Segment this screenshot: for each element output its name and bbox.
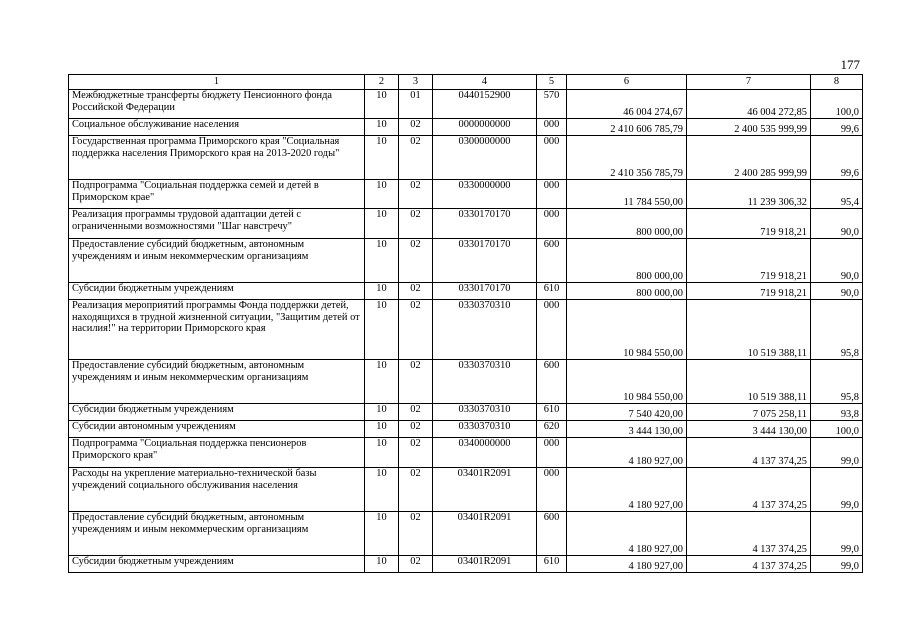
table-row — [69, 360, 863, 404]
planned-amount-cell: 2 410 356 785,79 — [567, 136, 687, 180]
expense-type-cell: 600 — [537, 239, 567, 283]
percent-cell: 100,0 — [811, 421, 863, 438]
section-cell: 10 — [365, 360, 399, 404]
row-name-cell: Субсидии автономным учреждениям — [69, 421, 365, 438]
row-name-cell: Субсидии бюджетным учреждениям — [69, 283, 365, 300]
target-code-cell: 03401R2091 — [433, 512, 537, 556]
section-cell: 10 — [365, 283, 399, 300]
expense-type-cell: 000 — [537, 468, 567, 512]
planned-amount-cell: 7 540 420,00 — [567, 404, 687, 421]
expense-type-cell: 000 — [537, 136, 567, 180]
row-name-cell: Предоставление субсидий бюджетным, автономным учреждениям и иным некоммерческим организациям — [69, 360, 365, 404]
planned-amount-cell: 4 180 927,00 — [567, 512, 687, 556]
section-cell: 10 — [365, 438, 399, 468]
actual-amount-cell: 4 137 374,25 — [687, 468, 811, 512]
budget-table — [68, 74, 863, 573]
expense-type-cell: 610 — [537, 283, 567, 300]
planned-amount-cell: 800 000,00 — [567, 283, 687, 300]
section-cell: 10 — [365, 512, 399, 556]
subsection-cell: 02 — [399, 136, 433, 180]
actual-amount-cell: 719 918,21 — [687, 209, 811, 239]
percent-cell: 90,0 — [811, 239, 863, 283]
target-code-cell: 0330370310 — [433, 360, 537, 404]
column-header: 1 — [69, 75, 365, 90]
section-cell: 10 — [365, 119, 399, 136]
page-number: 177 — [840, 57, 860, 72]
section-cell: 10 — [365, 180, 399, 209]
subsection-cell: 02 — [399, 468, 433, 512]
subsection-cell: 02 — [399, 283, 433, 300]
expense-type-cell: 570 — [537, 90, 567, 119]
actual-amount-cell: 719 918,21 — [687, 239, 811, 283]
table-row — [69, 209, 863, 239]
target-code-cell: 0330170170 — [433, 209, 537, 239]
expense-type-cell: 610 — [537, 556, 567, 573]
column-header: 5 — [537, 75, 567, 90]
target-code-cell: 0330370310 — [433, 421, 537, 438]
target-code-cell: 0340000000 — [433, 438, 537, 468]
planned-amount-cell: 4 180 927,00 — [567, 438, 687, 468]
column-header: 2 — [365, 75, 399, 90]
section-cell: 10 — [365, 239, 399, 283]
planned-amount-cell: 46 004 274,67 — [567, 90, 687, 119]
row-name-cell: Субсидии бюджетным учреждениям — [69, 556, 365, 573]
row-name-cell: Межбюджетные трансферты бюджету Пенсионного фонда Российской Федерации — [69, 90, 365, 119]
section-cell: 10 — [365, 404, 399, 421]
expense-type-cell: 600 — [537, 512, 567, 556]
subsection-cell: 02 — [399, 421, 433, 438]
target-code-cell: 0440152900 — [433, 90, 537, 119]
percent-cell: 95,4 — [811, 180, 863, 209]
subsection-cell: 02 — [399, 556, 433, 573]
table-row — [69, 90, 863, 119]
subsection-cell: 02 — [399, 300, 433, 360]
actual-amount-cell: 2 400 285 999,99 — [687, 136, 811, 180]
table-row — [69, 512, 863, 556]
percent-cell: 95,8 — [811, 300, 863, 360]
percent-cell: 99,0 — [811, 438, 863, 468]
percent-cell: 100,0 — [811, 90, 863, 119]
target-code-cell: 03401R2091 — [433, 556, 537, 573]
row-name-cell: Предоставление субсидий бюджетным, автономным учреждениям и иным некоммерческим организациям — [69, 239, 365, 283]
row-name-cell: Реализация мероприятий программы Фонда поддержки детей, находящихся в трудной жизненной ситуации, "Защитим детей от насилия!" на территории Приморского края — [69, 300, 365, 360]
actual-amount-cell: 4 137 374,25 — [687, 556, 811, 573]
target-code-cell: 0330370310 — [433, 404, 537, 421]
row-name-cell: Предоставление субсидий бюджетным, автономным учреждениям и иным некоммерческим организациям — [69, 512, 365, 556]
percent-cell: 99,6 — [811, 136, 863, 180]
expense-type-cell: 000 — [537, 180, 567, 209]
actual-amount-cell: 3 444 130,00 — [687, 421, 811, 438]
planned-amount-cell: 11 784 550,00 — [567, 180, 687, 209]
target-code-cell: 0330170170 — [433, 283, 537, 300]
row-name-cell: Государственная программа Приморского края "Социальная поддержка населения Приморского края на 2013-2020 годы" — [69, 136, 365, 180]
actual-amount-cell: 4 137 374,25 — [687, 512, 811, 556]
percent-cell: 99,0 — [811, 512, 863, 556]
target-code-cell: 03401R2091 — [433, 468, 537, 512]
header-row — [69, 75, 863, 90]
section-cell: 10 — [365, 300, 399, 360]
actual-amount-cell: 46 004 272,85 — [687, 90, 811, 119]
subsection-cell: 02 — [399, 512, 433, 556]
section-cell: 10 — [365, 556, 399, 573]
table-row — [69, 404, 863, 421]
subsection-cell: 02 — [399, 119, 433, 136]
subsection-cell: 02 — [399, 438, 433, 468]
actual-amount-cell: 4 137 374,25 — [687, 438, 811, 468]
percent-cell: 99,6 — [811, 119, 863, 136]
row-name-cell: Расходы на укрепление материально-технической базы учреждений социального обслуживания населения — [69, 468, 365, 512]
planned-amount-cell: 2 410 606 785,79 — [567, 119, 687, 136]
percent-cell: 90,0 — [811, 283, 863, 300]
column-header: 6 — [567, 75, 687, 90]
row-name-cell: Социальное обслуживание населения — [69, 119, 365, 136]
column-header: 7 — [687, 75, 811, 90]
percent-cell: 95,8 — [811, 360, 863, 404]
table-row — [69, 283, 863, 300]
section-cell: 10 — [365, 209, 399, 239]
target-code-cell: 0330170170 — [433, 239, 537, 283]
percent-cell: 90,0 — [811, 209, 863, 239]
percent-cell: 93,8 — [811, 404, 863, 421]
actual-amount-cell: 7 075 258,11 — [687, 404, 811, 421]
expense-type-cell: 000 — [537, 119, 567, 136]
planned-amount-cell: 3 444 130,00 — [567, 421, 687, 438]
planned-amount-cell: 4 180 927,00 — [567, 468, 687, 512]
table-row — [69, 556, 863, 573]
target-code-cell: 0330370310 — [433, 300, 537, 360]
subsection-cell: 02 — [399, 404, 433, 421]
target-code-cell: 0300000000 — [433, 136, 537, 180]
percent-cell: 99,0 — [811, 468, 863, 512]
row-name-cell: Подпрограмма "Социальная поддержка семей и детей в Приморском крае" — [69, 180, 365, 209]
section-cell: 10 — [365, 421, 399, 438]
actual-amount-cell: 10 519 388,11 — [687, 360, 811, 404]
table-row — [69, 438, 863, 468]
table-row — [69, 468, 863, 512]
subsection-cell: 02 — [399, 360, 433, 404]
section-cell: 10 — [365, 90, 399, 119]
planned-amount-cell: 800 000,00 — [567, 209, 687, 239]
planned-amount-cell: 4 180 927,00 — [567, 556, 687, 573]
table-row — [69, 421, 863, 438]
table-row — [69, 239, 863, 283]
actual-amount-cell: 2 400 535 999,99 — [687, 119, 811, 136]
column-header: 3 — [399, 75, 433, 90]
planned-amount-cell: 10 984 550,00 — [567, 360, 687, 404]
table-row — [69, 119, 863, 136]
subsection-cell: 02 — [399, 209, 433, 239]
row-name-cell: Реализация программы трудовой адаптации детей с ограниченными возможностями "Шаг навстречу" — [69, 209, 365, 239]
expense-type-cell: 600 — [537, 360, 567, 404]
table-row — [69, 180, 863, 209]
actual-amount-cell: 10 519 388,11 — [687, 300, 811, 360]
subsection-cell: 02 — [399, 180, 433, 209]
planned-amount-cell: 800 000,00 — [567, 239, 687, 283]
subsection-cell: 01 — [399, 90, 433, 119]
column-header: 8 — [811, 75, 863, 90]
section-cell: 10 — [365, 136, 399, 180]
expense-type-cell: 000 — [537, 209, 567, 239]
subsection-cell: 02 — [399, 239, 433, 283]
target-code-cell: 0000000000 — [433, 119, 537, 136]
table-row — [69, 300, 863, 360]
target-code-cell: 0330000000 — [433, 180, 537, 209]
expense-type-cell: 000 — [537, 438, 567, 468]
column-header: 4 — [433, 75, 537, 90]
expense-type-cell: 620 — [537, 421, 567, 438]
percent-cell: 99,0 — [811, 556, 863, 573]
expense-type-cell: 610 — [537, 404, 567, 421]
row-name-cell: Подпрограмма "Социальная поддержка пенсионеров Приморского края" — [69, 438, 365, 468]
expense-type-cell: 000 — [537, 300, 567, 360]
planned-amount-cell: 10 984 550,00 — [567, 300, 687, 360]
actual-amount-cell: 719 918,21 — [687, 283, 811, 300]
actual-amount-cell: 11 239 306,32 — [687, 180, 811, 209]
row-name-cell: Субсидии бюджетным учреждениям — [69, 404, 365, 421]
table-row — [69, 136, 863, 180]
section-cell: 10 — [365, 468, 399, 512]
